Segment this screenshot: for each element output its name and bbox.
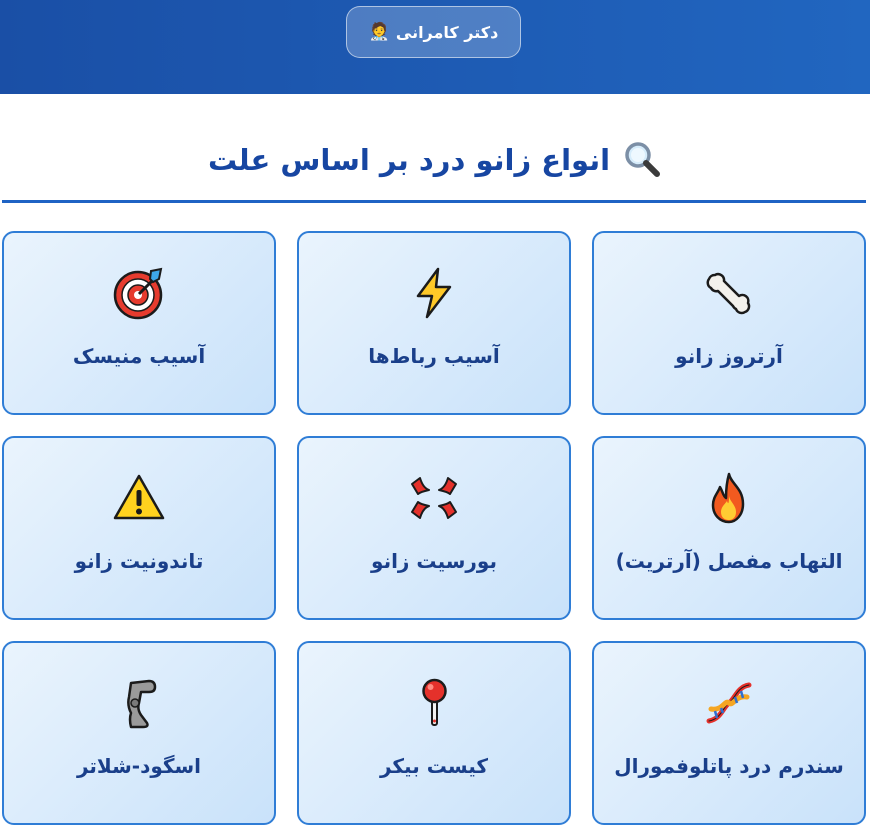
target-icon xyxy=(111,265,167,321)
anger-icon xyxy=(406,470,462,526)
card-ligament-injury[interactable] xyxy=(297,231,571,415)
card-label: تاندونیت زانو xyxy=(74,549,204,573)
card-label: التهاب مفصل (آرتریت) xyxy=(615,549,843,573)
bone-icon xyxy=(701,265,757,321)
fire-icon xyxy=(701,470,757,526)
cause-card-grid xyxy=(2,231,866,825)
card-knee-bursitis[interactable] xyxy=(297,436,571,620)
dna-icon xyxy=(701,675,757,731)
card-patellofemoral-pain-syndrome[interactable] xyxy=(592,641,866,825)
card-meniscus-injury[interactable] xyxy=(2,231,276,415)
doctor-icon: 🧑‍⚕️ xyxy=(368,21,390,42)
card-osgood-schlatter[interactable] xyxy=(2,641,276,825)
page-title xyxy=(0,132,870,188)
card-knee-tendonitis[interactable] xyxy=(2,436,276,620)
card-label: آرتروز زانو xyxy=(675,344,783,368)
page-title-text: انواع زانو درد بر اساس علت xyxy=(207,143,611,177)
card-arthritis[interactable] xyxy=(592,436,866,620)
card-knee-arthrosis[interactable] xyxy=(592,231,866,415)
card-label: اسگود-شلاتر xyxy=(76,754,202,778)
card-label: سندرم درد پاتلوفمورال xyxy=(614,754,844,778)
lightning-icon xyxy=(406,265,462,321)
doctor-profile-button[interactable] xyxy=(346,6,521,58)
leg-icon xyxy=(111,675,167,731)
magnifier-icon xyxy=(622,140,662,180)
warning-icon xyxy=(111,470,167,526)
doctor-button-label: دکتر کامرانی xyxy=(395,22,499,42)
card-baker-cyst[interactable] xyxy=(297,641,571,825)
pushpin-icon xyxy=(406,675,462,731)
card-label: کیست بیکر xyxy=(379,754,489,778)
title-divider xyxy=(2,200,866,203)
top-header xyxy=(0,0,870,94)
card-label: بورسیت زانو xyxy=(371,549,497,573)
card-label: آسیب منیسک xyxy=(72,344,206,368)
card-label: آسیب رباط‌ها xyxy=(368,344,500,368)
